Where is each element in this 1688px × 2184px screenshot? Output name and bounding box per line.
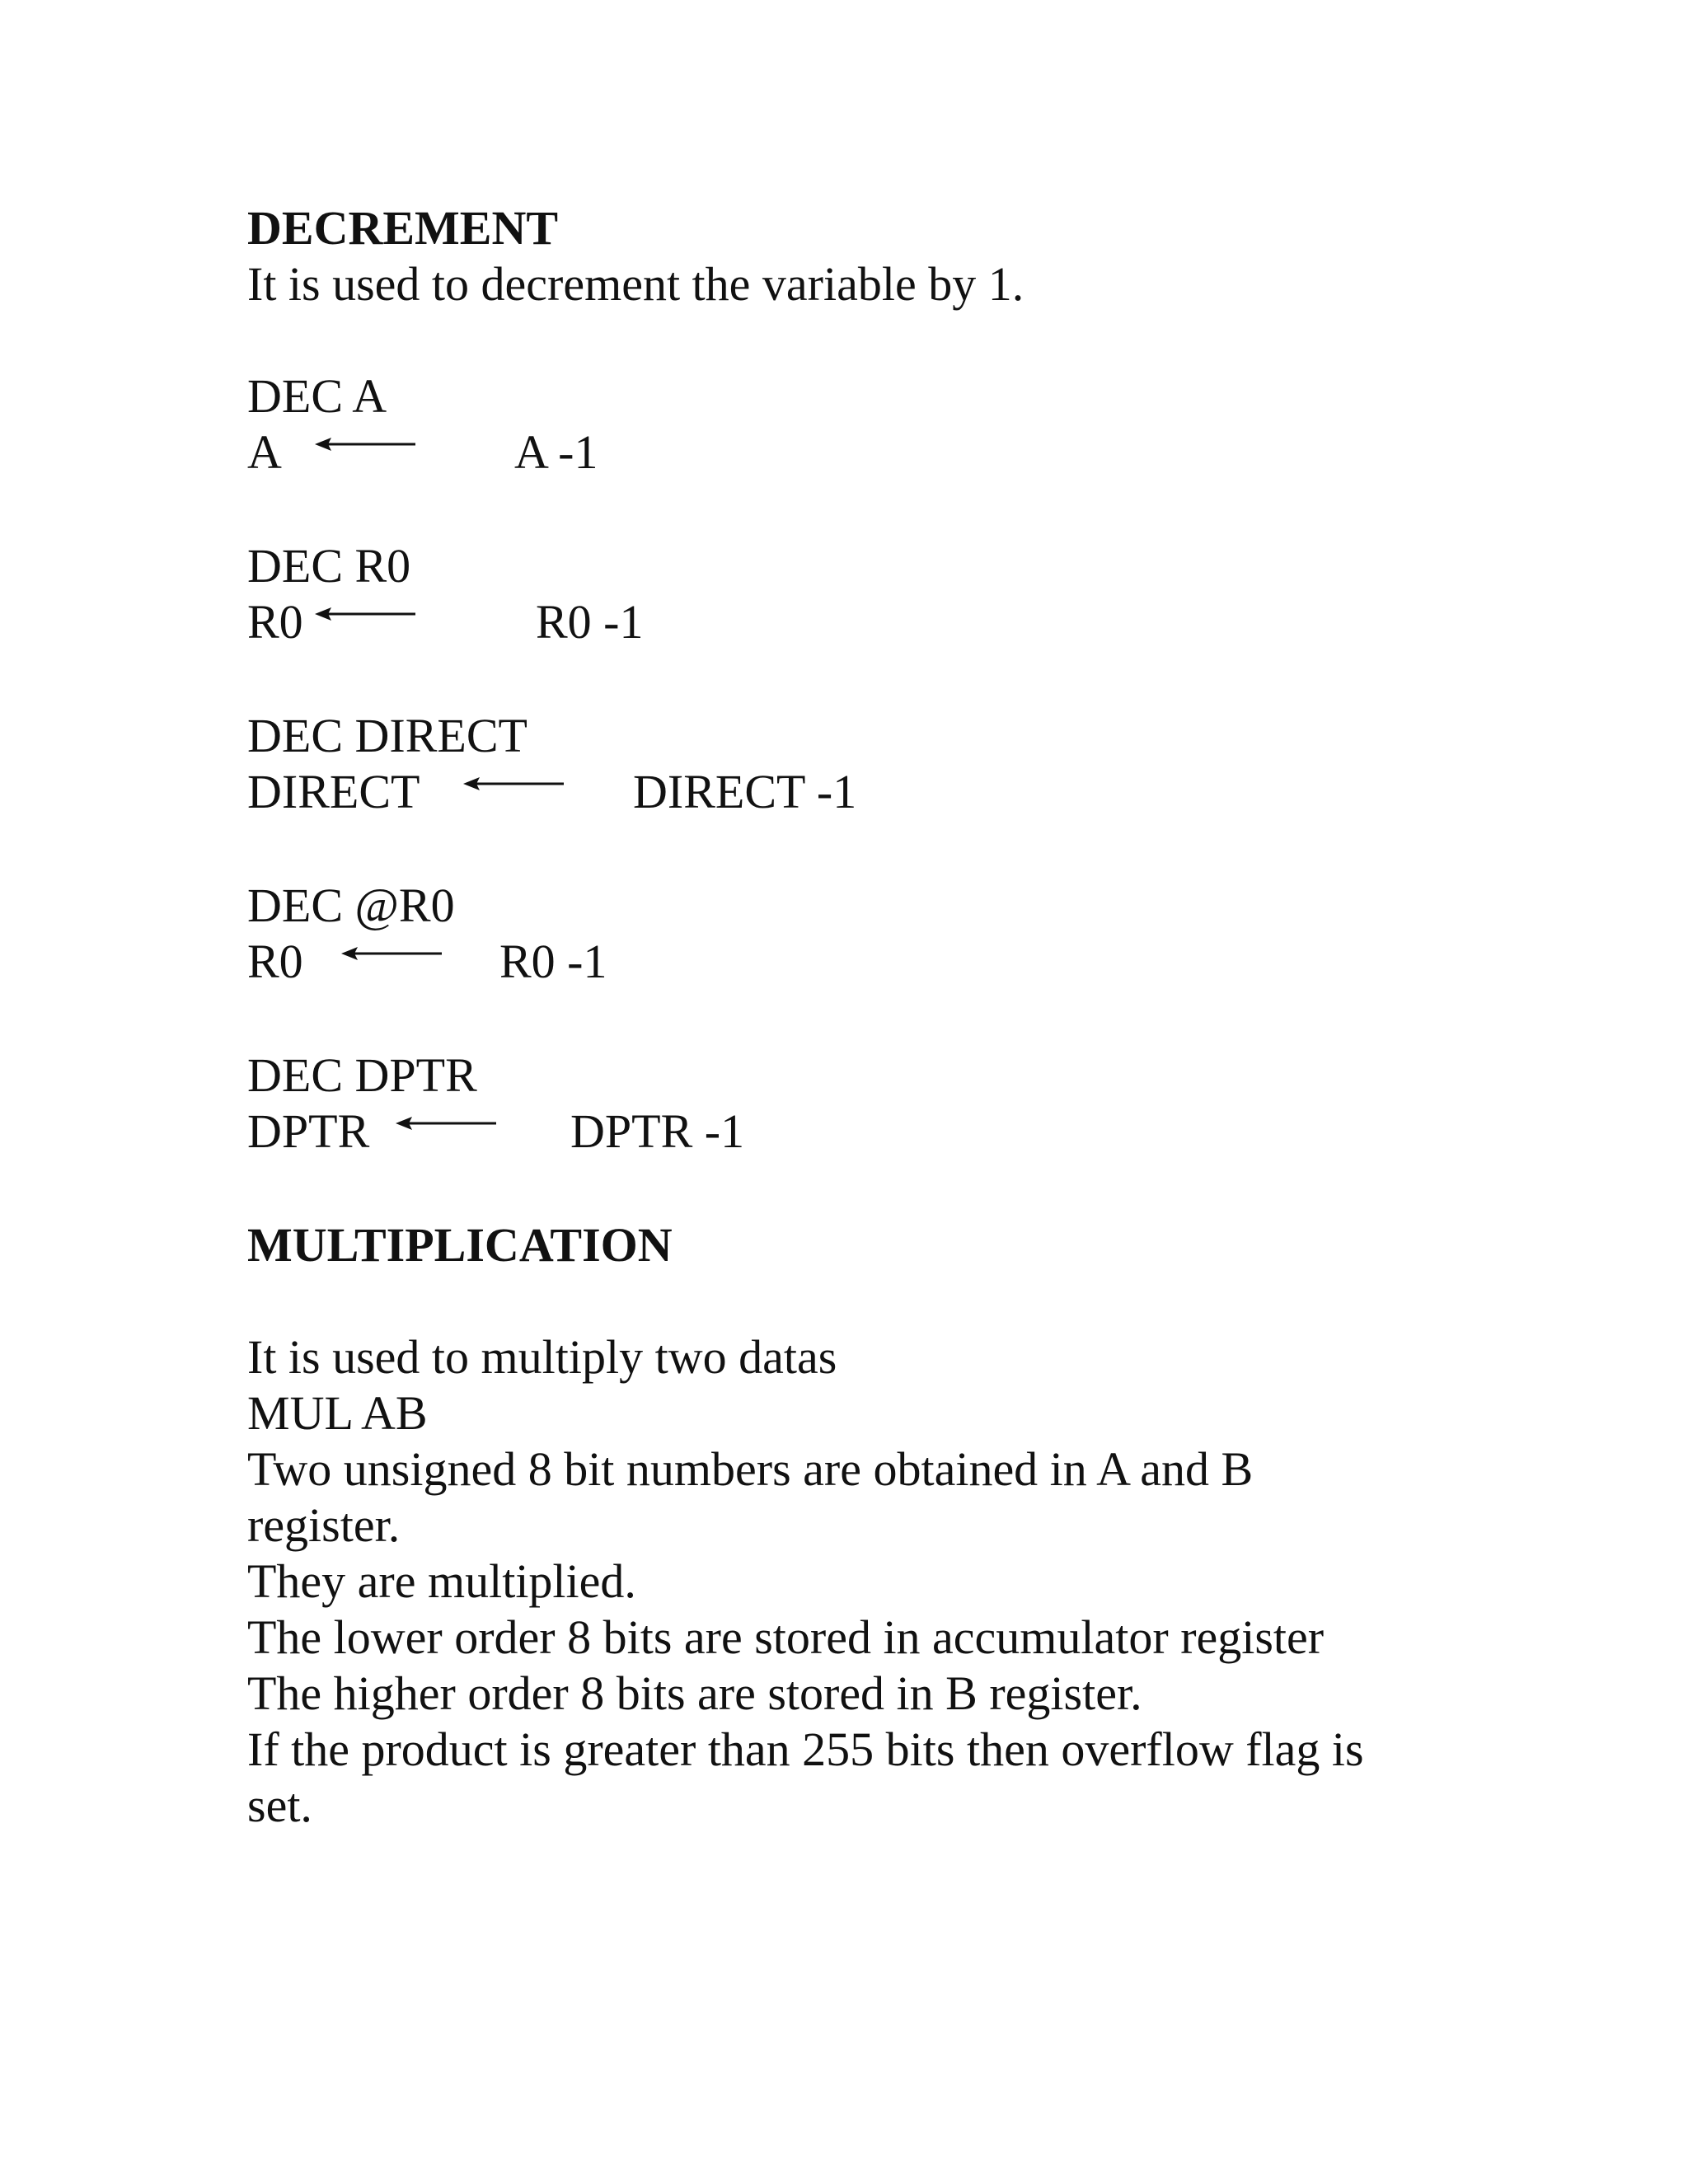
multiplication-line: The higher order 8 bits are stored in B register. [247, 1666, 1142, 1720]
example-instruction: DEC DIRECT [247, 709, 528, 762]
multiplication-line: register. [247, 1498, 401, 1552]
left-arrow-icon [463, 775, 565, 793]
example-result: A -1 [514, 425, 598, 479]
example-target: DIRECT [247, 765, 420, 818]
example-instruction: DEC @R0 [247, 879, 455, 932]
left-arrow-icon [315, 605, 417, 623]
left-arrow-icon [341, 944, 443, 963]
decrement-heading: DECREMENT [247, 201, 559, 255]
example-target: R0 [247, 595, 303, 649]
example-target: DPTR [247, 1104, 370, 1158]
multiplication-heading: MULTIPLICATION [247, 1218, 673, 1272]
example-instruction: DEC DPTR [247, 1048, 477, 1102]
example-result: R0 -1 [536, 595, 644, 649]
multiplication-line: The lower order 8 bits are stored in accumulator register [247, 1610, 1325, 1664]
multiplication-line: Two unsigned 8 bit numbers are obtained in A and B [247, 1442, 1254, 1496]
example-result: R0 -1 [499, 935, 607, 988]
decrement-description: It is used to decrement the variable by 1. [247, 257, 1025, 311]
multiplication-line: MUL AB [247, 1386, 428, 1440]
example-instruction: DEC A [247, 369, 387, 423]
left-arrow-icon [396, 1114, 498, 1132]
example-target: A [247, 425, 282, 479]
multiplication-line: If the product is greater than 255 bits then overflow flag is [247, 1722, 1364, 1776]
multiplication-line: They are multiplied. [247, 1554, 636, 1608]
example-result: DIRECT -1 [633, 765, 857, 818]
example-instruction: DEC R0 [247, 539, 411, 593]
multiplication-line: set. [247, 1779, 312, 1832]
example-result: DPTR -1 [570, 1104, 745, 1158]
left-arrow-icon [315, 435, 417, 453]
example-target: R0 [247, 935, 303, 988]
multiplication-line: It is used to multiply two datas [247, 1330, 837, 1384]
